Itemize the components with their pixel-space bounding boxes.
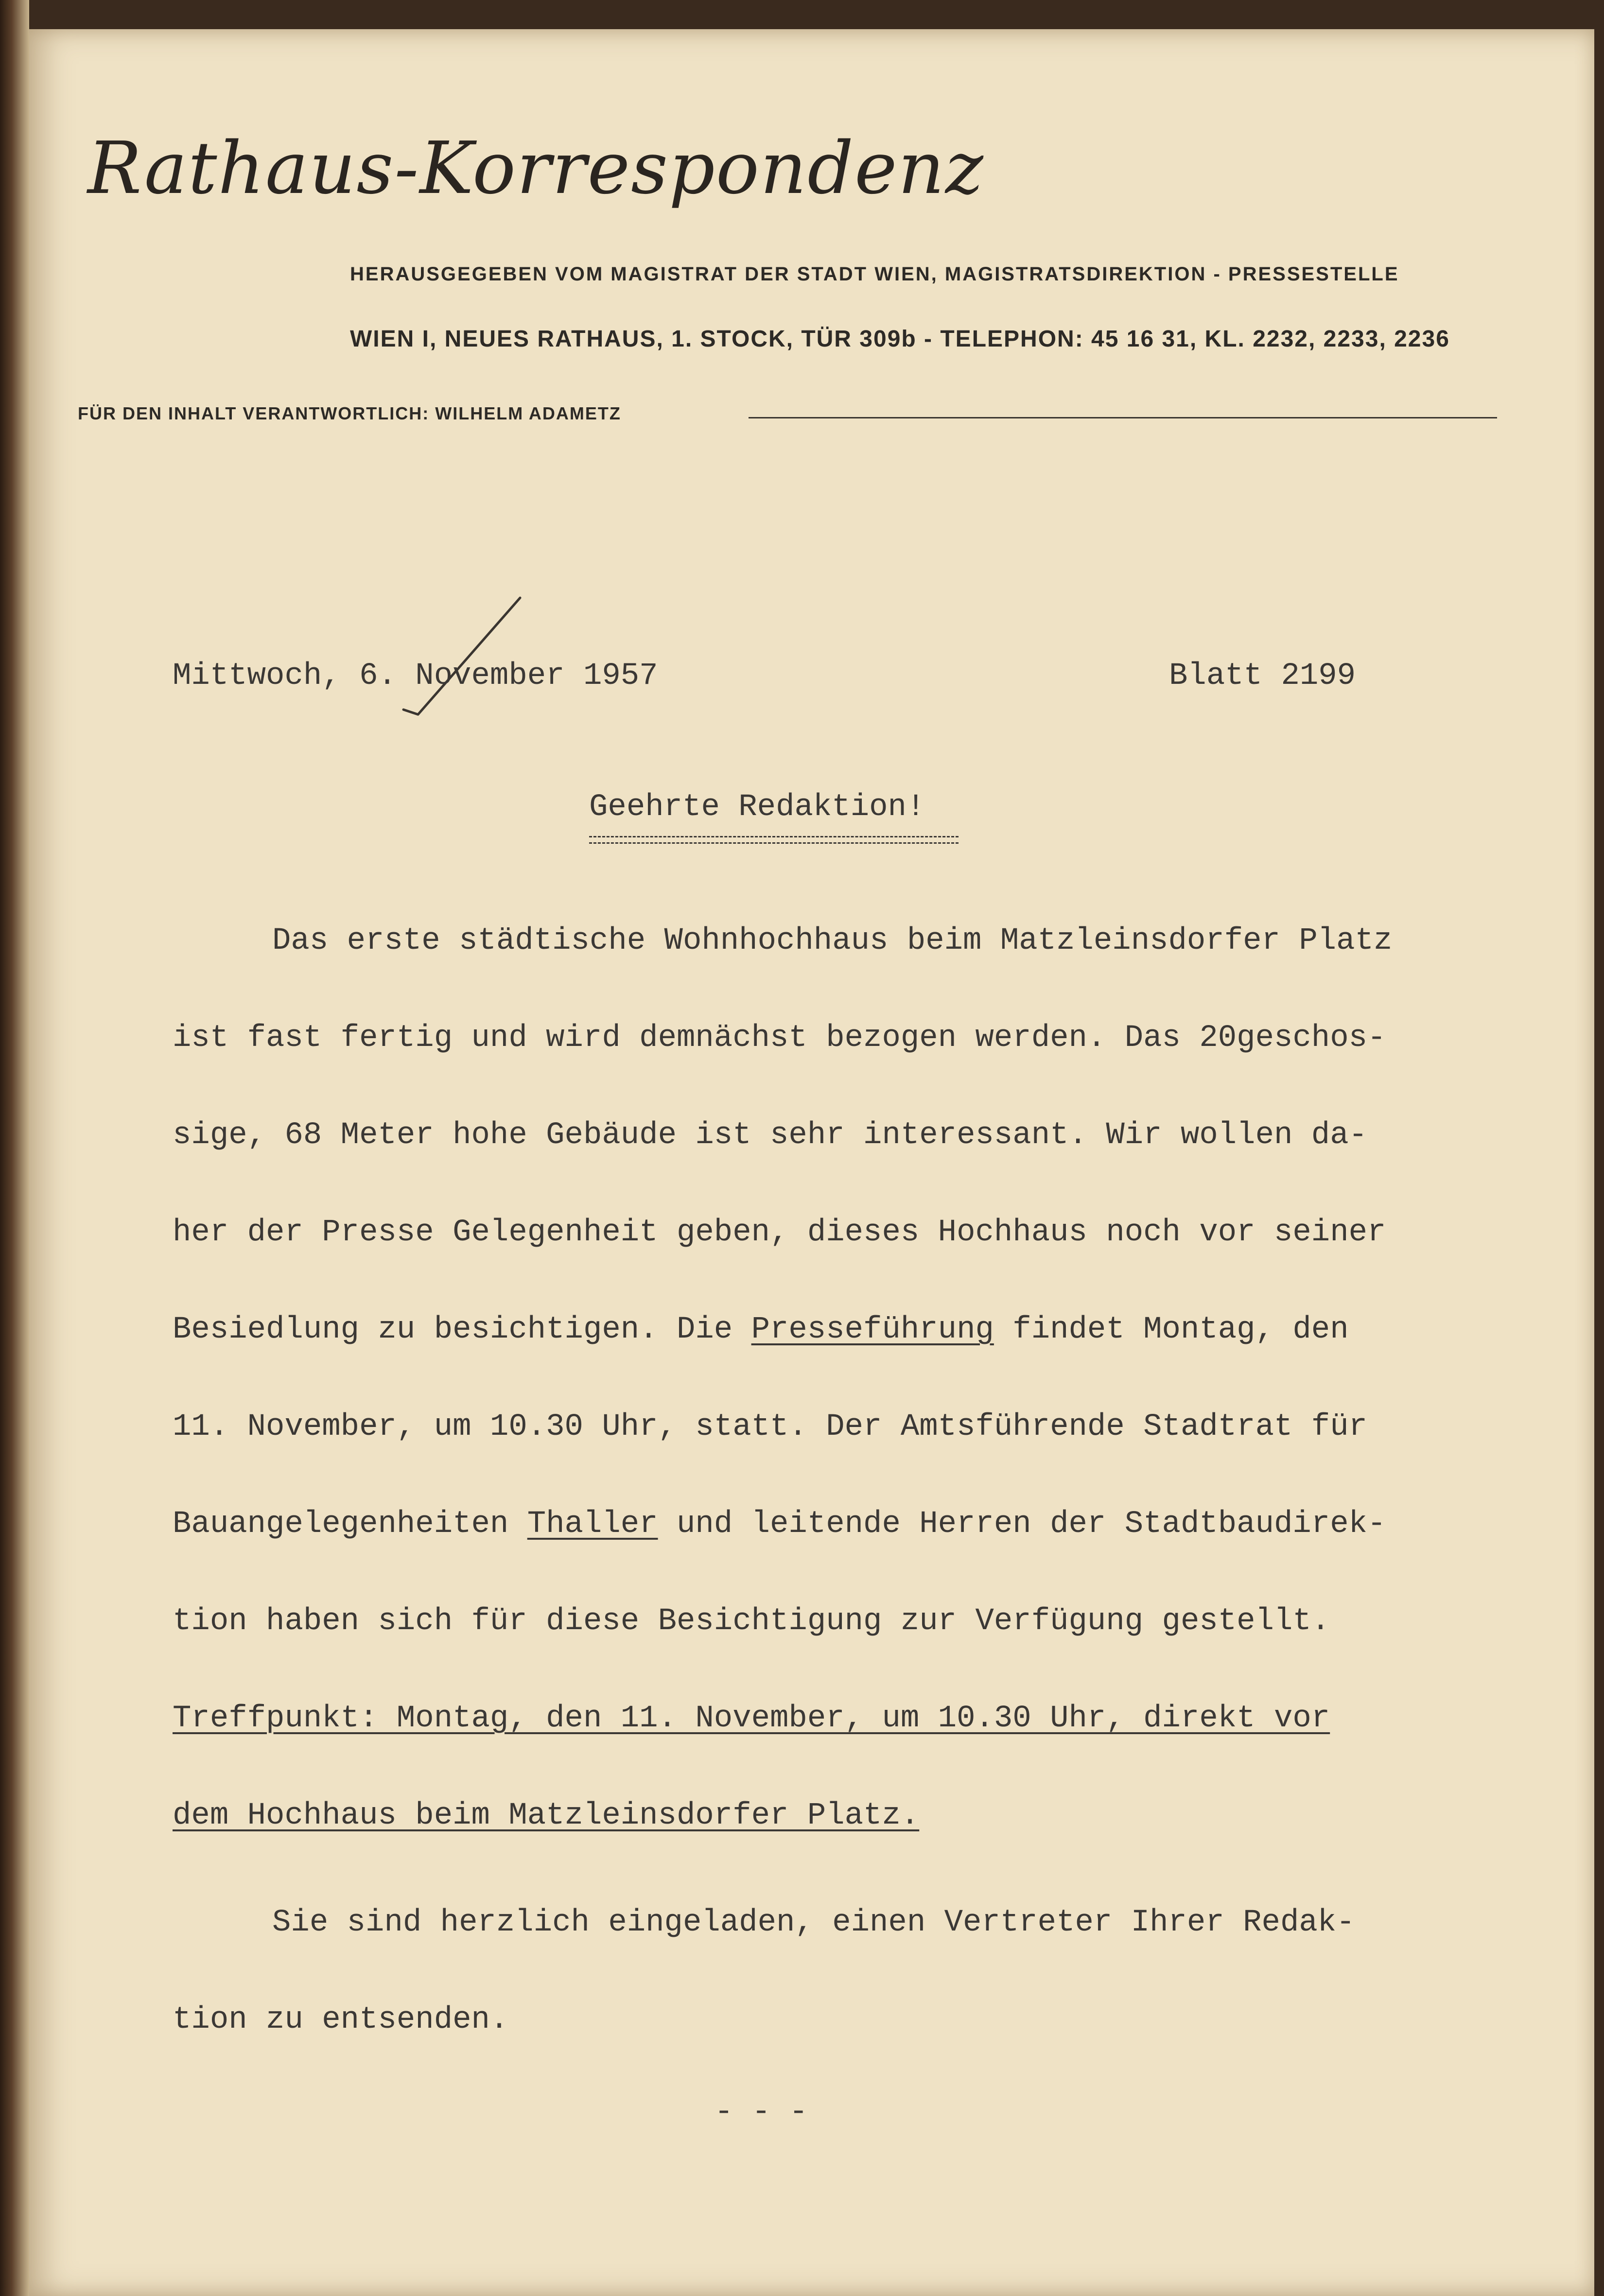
document-page [29,29,1594,2296]
masthead-publisher: HERAUSGEGEBEN VOM MAGISTRAT DER STADT WIEN, MAGISTRATSDIREKTION - PRESSESTELLE [350,263,1399,285]
body-text: und leitende Herren der Stadtbaudirek- [658,1507,1386,1542]
salutation: Geehrte Redaktion! [589,790,925,825]
underlined-presse-fuehrung: Presseführung [751,1312,994,1347]
body-line: Sie sind herzlich eingeladen, einen Vertreter Ihrer Redak- [272,1905,1355,1940]
letter-date: Mittwoch, 6. November 1957 [173,659,658,694]
salutation-double-rule [589,836,959,844]
masthead-title: Rathaus-Korrespondenz [87,126,984,210]
body-line [173,1507,1386,1542]
masthead-address: WIEN I, NEUES RATHAUS, 1. STOCK, TÜR 309b - TELEPHON: 45 16 31, KL. 2232, 2233, 2236 [350,326,1450,352]
book-spine [0,0,29,2296]
body-text: findet Montag, den [994,1312,1349,1347]
body-text: Bauangelegenheiten [173,1507,527,1542]
meeting-point-line: Treffpunkt: Montag, den 11. November, um 10.30 Uhr, direkt vor [173,1701,1330,1736]
end-mark: - - - [715,2095,808,2130]
body-line: sige, 68 Meter hohe Gebäude ist sehr interessant. Wir wollen da- [173,1118,1367,1153]
masthead-responsible: FÜR DEN INHALT VERANTWORTLICH: WILHELM ADAMETZ [78,403,621,423]
body-line: ist fast fertig und wird demnächst bezogen werden. Das 20geschos- [173,1021,1386,1056]
body-line: tion zu entsenden. [173,2002,509,2037]
sheet-number: Blatt 2199 [1169,659,1356,694]
body-line: tion haben sich für diese Besichtigung zur Verfügung gestellt. [173,1604,1330,1639]
body-line: Das erste städtische Wohnhochhaus beim Matzleinsdorfer Platz [272,923,1393,958]
body-line [173,1312,1349,1347]
masthead-rule [749,417,1497,418]
underlined-thaller: Thaller [527,1507,658,1542]
meeting-point-line: dem Hochhaus beim Matzleinsdorfer Platz. [173,1798,920,1833]
body-line: her der Presse Gelegenheit geben, dieses Hochhaus noch vor seiner [173,1215,1386,1250]
body-line: 11. November, um 10.30 Uhr, statt. Der Amtsführende Stadtrat für [173,1409,1367,1444]
body-text: Besiedlung zu besichtigen. Die [173,1312,751,1347]
